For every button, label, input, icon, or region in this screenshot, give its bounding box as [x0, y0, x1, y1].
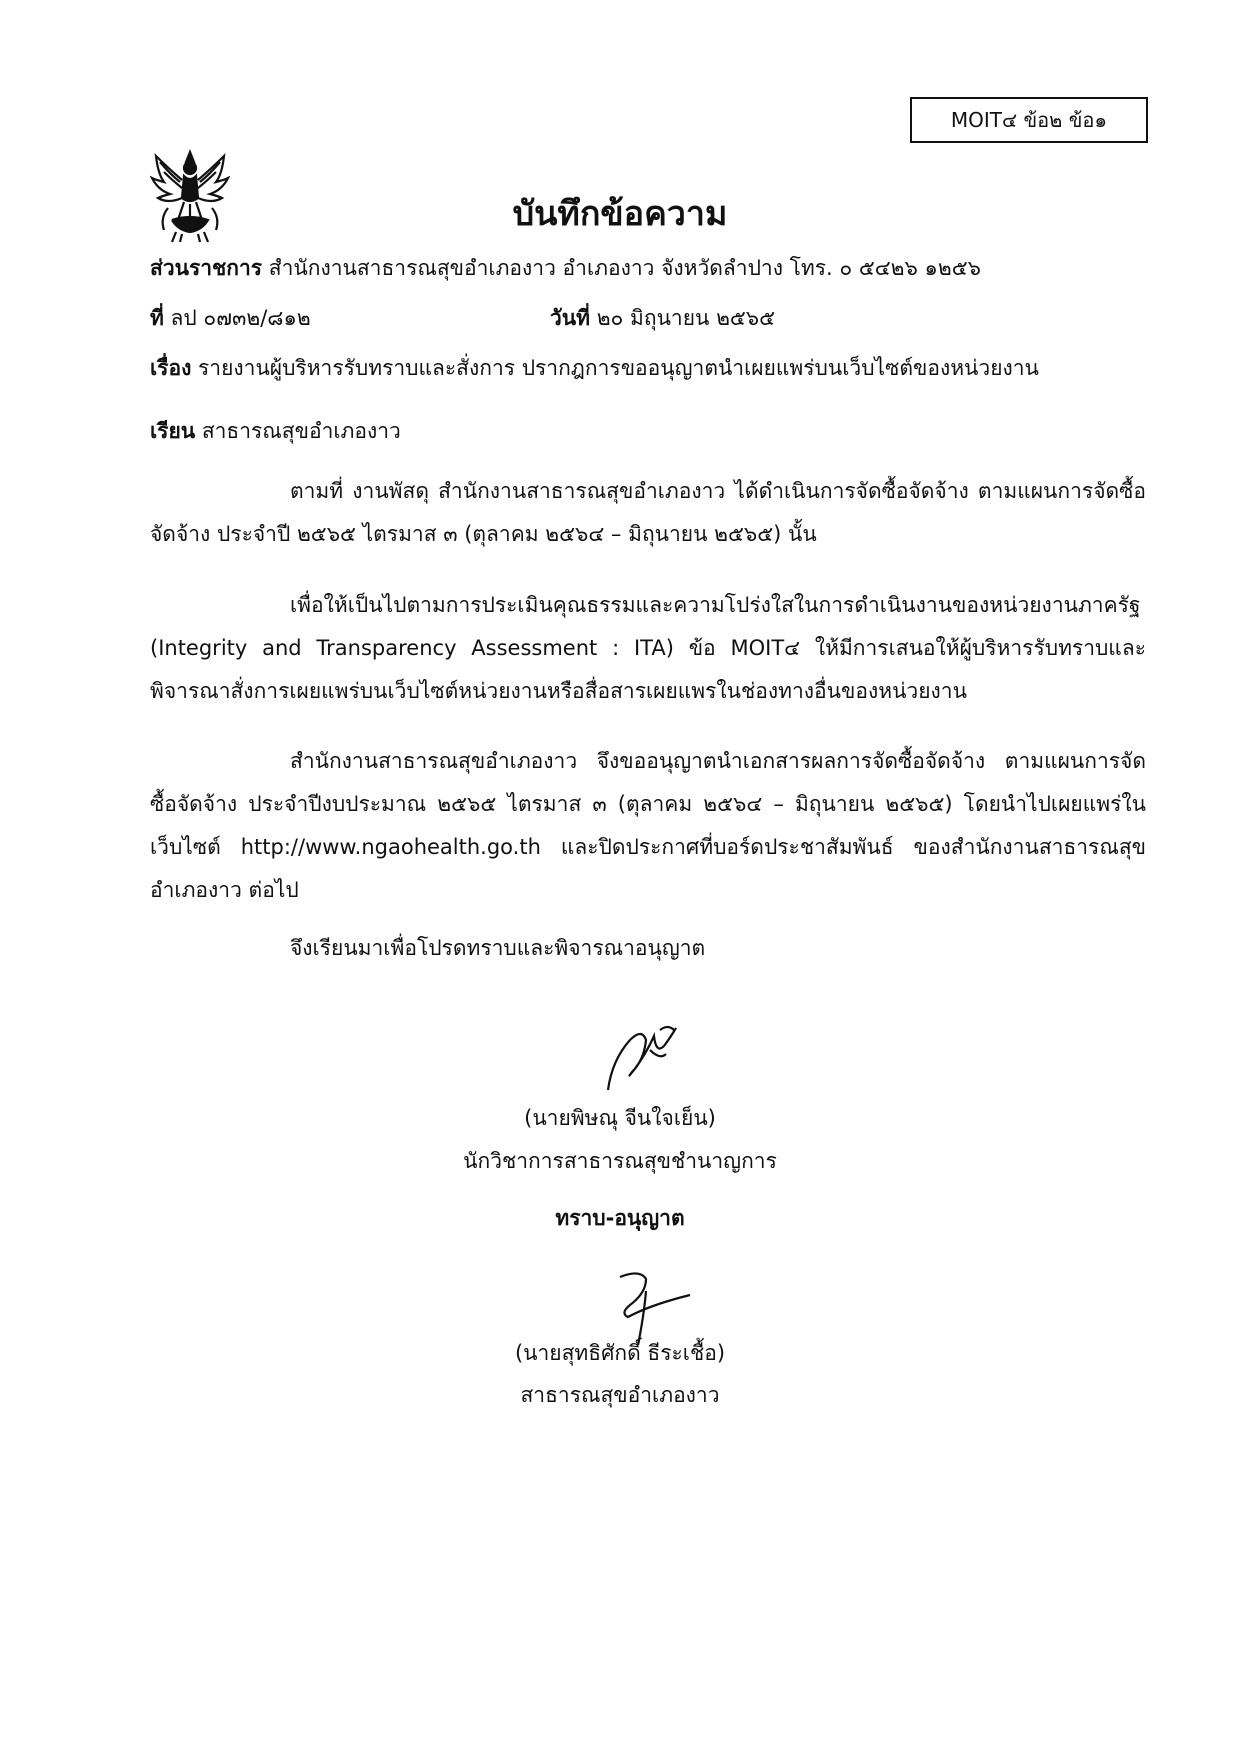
subject-value: รายงานผู้บริหารรับทราบและสั่งการ ปรากฎการขออนุญาตนำเผยแพร่บนเว็บไซต์ของหน่วยงาน	[198, 356, 1039, 380]
reference-code-box: MOIT๔ ข้อ๒ ข้อ๑	[910, 97, 1148, 143]
addressee-value: สาธารณสุขอำเภองาว	[201, 419, 401, 443]
agency-line	[150, 255, 981, 281]
subject-label: เรื่อง	[150, 356, 192, 380]
agency-value: สำนักงานสาธารณสุขอำเภองาว อำเภองาว จังหวัดลำปาง โทร. ๐ ๕๔๒๖ ๑๒๕๖	[268, 256, 981, 280]
signer-1-name: (นายพิษณุ จีนใจเย็น)	[524, 1106, 716, 1130]
signature-1-icon	[590, 1010, 700, 1100]
reference-number-line	[150, 305, 311, 331]
signer-2-name: (นายสุทธิศักดิ์ ธีระเชื้อ)	[514, 1341, 726, 1365]
date-label: วันที่	[550, 306, 590, 330]
body-paragraph-2: เพื่อให้เป็นไปตามการประเมินคุณธรรมและความโปร่งใสในการดำเนินงานของหน่วยงานภาครัฐ (Integrity and Transparency Assessment : ITA) ข้อ MOIT๔ ให้มีการเสนอให้ผู้บริหารรับทราบและพิจารณาสั่งการเผยแพร่บนเว็บไซต์หน่วยงานหรือสื่อสารเผยแพรในช่องทางอื่นของหน่วยงาน	[150, 593, 1146, 703]
signer-2-position: สาธารณสุขอำเภองาว	[520, 1383, 720, 1407]
subject-line	[150, 355, 1039, 381]
date-line	[550, 305, 775, 331]
signer-1-position: นักวิชาการสาธารณสุขชำนาญการ	[463, 1149, 777, 1173]
reference-label: ที่	[150, 306, 164, 330]
date-value: ๒๐ มิถุนายน ๒๕๖๕	[596, 306, 776, 330]
approval-text: ทราบ-อนุญาต	[555, 1206, 685, 1230]
addressee-label: เรียน	[150, 419, 196, 443]
document-title: บันทึกข้อความ	[512, 194, 728, 234]
body-paragraph-3: สำนักงานสาธารณสุขอำเภองาว จึงขออนุญาตนำเอกสารผลการจัดซื้อจัดจ้าง ตามแผนการจัดซื้อจัดจ้าง ประจำปีงบประมาณ ๒๕๖๕ ไตรมาส ๓ (ตุลาคม ๒๕๖๔ – มิถุนายน ๒๕๖๕) โดยนำไปเผยแพร่ในเว็บไซต์ http://www.ngaohealth.go.th และปิดประกาศที่บอร์ดประชาสัมพันธ์ ของสำนักงานสาธารณสุขอำเภองาว ต่อไป	[150, 749, 1146, 902]
signature-2-icon	[600, 1265, 710, 1350]
agency-label: ส่วนราชการ	[150, 256, 263, 280]
reference-value: ลป ๐๗๓๒/๘๑๒	[170, 306, 311, 330]
closing-sentence: จึงเรียนมาเพื่อโปรดทราบและพิจารณาอนุญาต	[290, 936, 706, 960]
addressee-line	[150, 418, 401, 444]
body-paragraph-1: ตามที่ งานพัสดุ สำนักงานสาธารณสุขอำเภองาว ได้ดำเนินการจัดซื้อจัดจ้าง ตามแผนการจัดซื้อจัดจ้าง ประจำปี ๒๕๖๕ ไตรมาส ๓ (ตุลาคม ๒๕๖๔ – มิถุนายน ๒๕๖๕) นั้น	[150, 479, 1146, 546]
